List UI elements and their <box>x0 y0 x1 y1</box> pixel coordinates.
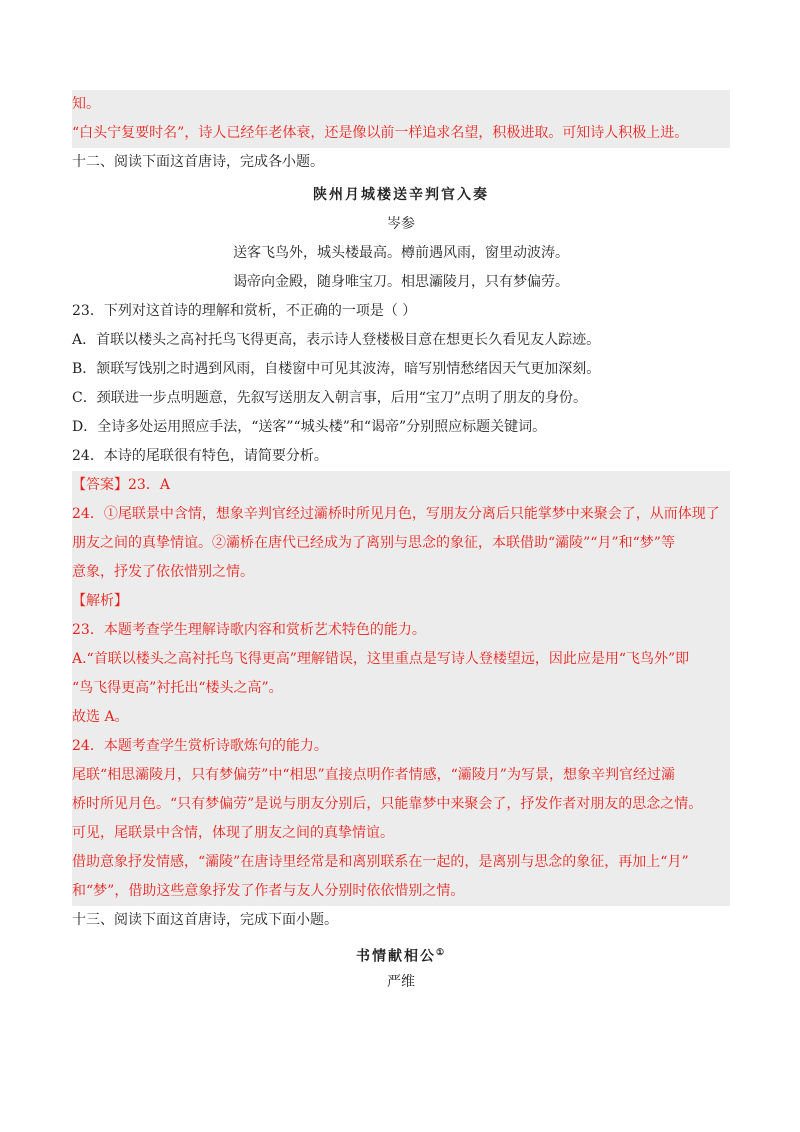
analysis-text-line: 可见，尾联景中含情，体现了朋友之间的真挚情谊。 <box>72 825 394 841</box>
poem-line: 谒帝向金殿，随身唯宝刀。相思灞陵月，只有梦偏劳。 <box>233 274 569 290</box>
section-heading: 十二、阅读下面这首唐诗，完成各小题。 <box>72 154 324 170</box>
previous-answer-block <box>72 90 730 148</box>
analysis-text-line: 23．本题考查学生理解诗歌内容和赏析艺术特色的能力。 <box>72 622 426 638</box>
poem-title: 书情献相公 <box>355 948 436 965</box>
answer-text-line: 24．①尾联景中含情，想象辛判官经过灞桥时所见月色，写朋友分离后只能掌梦中来聚会了，从而体现了 <box>72 506 720 522</box>
analysis-text-line: “鸟飞得更高”衬托出“楼头之高”。 <box>72 680 283 696</box>
analysis-text-line: 借助意象抒发情感，“灞陵”在唐诗里经常是和离别联系在一起的，是离别与思念的象征，再加上“月” <box>72 854 689 870</box>
answer-block <box>72 471 730 906</box>
analysis-text-line: 24．本题考查学生赏析诗歌炼句的能力。 <box>72 738 328 754</box>
question-24: 24．本诗的尾联很有特色，请简要分析。 <box>72 448 328 464</box>
analysis-text-line: 和“梦”，借助这些意象抒发了作者与友人分别时依依惜别之情。 <box>72 883 465 899</box>
section-heading: 十三、阅读下面这首唐诗，完成下面小题。 <box>72 912 338 928</box>
footnote-marker: ① <box>435 948 447 958</box>
analysis-text-line: 尾联“相思灞陵月，只有梦偏劳”中“相思”直接点明作者情感，“灞陵月”为写景，想象辛判官经过灞 <box>72 767 675 783</box>
option-d: D．全诗多处运用照应手法，“送客”“城头楼”和“谒帝”分别照应标题关键词。 <box>72 419 547 435</box>
poem-line: 送客飞鸟外，城头楼最高。樽前遇风雨，窗里动波涛。 <box>233 245 569 261</box>
analysis-text-line: A.“首联以楼头之高衬托鸟飞得更高”理解错误，这里重点是写诗人登楼望远，因此应是用“飞鸟外”即 <box>72 651 690 667</box>
poem-author: 岑参 <box>387 216 415 232</box>
answer-text-line: 知。 <box>72 96 100 112</box>
question-23: 23．下列对这首诗的理解和赏析，不正确的一项是（ ） <box>72 303 417 319</box>
option-b: B．颔联写饯别之时遇到风雨，自楼窗中可见其波涛，暗写别情愁绪因天气更加深刻。 <box>72 361 601 377</box>
option-c: C．颈联进一步点明题意，先叙写送朋友入朝言事，后用“宝刀”点明了朋友的身份。 <box>72 390 588 406</box>
analysis-label: 【解析】 <box>72 593 128 609</box>
analysis-text-line: 故选 A。 <box>72 709 129 725</box>
poem-title-line <box>72 939 730 968</box>
poem-title: 陕州月城楼送辛判官入奏 <box>313 187 489 203</box>
answer-label: 【答案】23．A <box>72 477 170 493</box>
option-a: A．首联以楼头之高衬托鸟飞得更高，表示诗人登楼极目意在想更长久看见友人踪迹。 <box>72 332 601 348</box>
document-page <box>72 90 730 997</box>
poem-author: 严维 <box>387 974 415 990</box>
answer-text-line: 朋友之间的真挚情谊。②灞桥在唐代已经成为了离别与思念的象征，本联借助“灞陵”“月”和“梦”等 <box>72 535 675 551</box>
answer-text-line: “白头宁复要时名”，诗人已经年老体衰，还是像以前一样追求名望，积极进取。可知诗人积极上进。 <box>72 125 689 141</box>
analysis-text-line: 桥时所见月色。“只有梦偏劳”是说与朋友分别后，只能靠梦中来聚会了，抒发作者对朋友的思念之情。 <box>72 796 703 812</box>
answer-text-line: 意象，抒发了依依惜别之情。 <box>72 564 254 580</box>
